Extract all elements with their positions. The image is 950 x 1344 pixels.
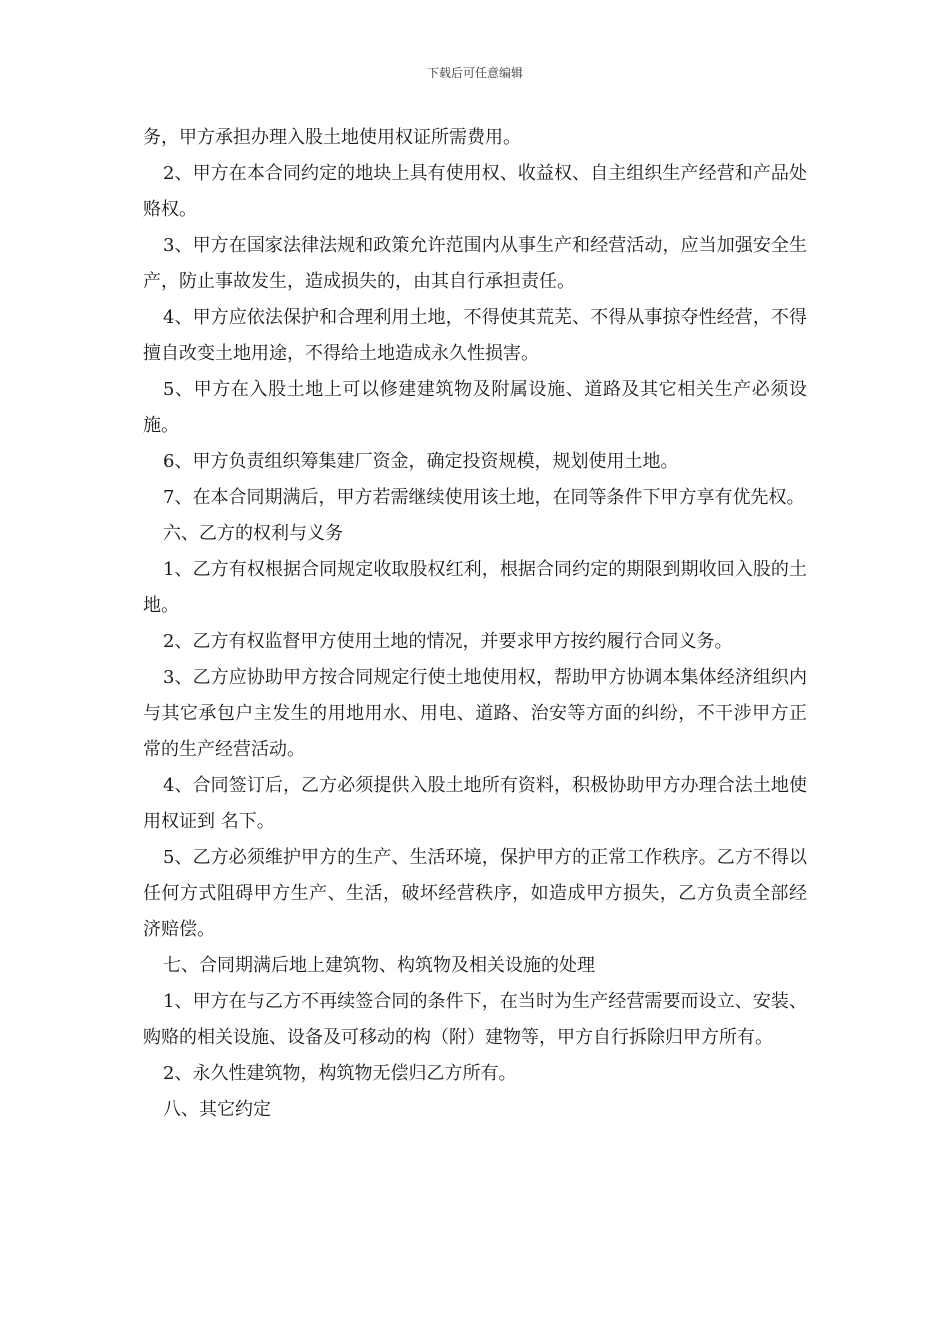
paragraph: 务，甲方承担办理入股土地使用权证所需费用。 (143, 127, 521, 148)
paragraph: 1、乙方有权根据合同规定收取股权红利，根据合同约定的期限到期收回入股的土地。 (143, 559, 807, 616)
page-header: 下载后可任意编辑 (426, 66, 523, 80)
paragraph: 6、甲方负责组织筹集建厂资金，确定投资规模，规划使用土地。 (163, 451, 679, 472)
paragraph: 4、甲方应依法保护和合理利用土地，不得使其荒芜、不得从事掠夺性经营，不得擅自改变土地用途，不得给土地造成永久性损害。 (143, 307, 807, 364)
paragraph: 4、合同签订后，乙方必须提供入股土地所有资料，积极协助甲方办理合法土地使用权证到 名下。 (143, 775, 807, 832)
paragraph: 3、甲方在国家法律法规和政策允许范围内从事生产和经营活动，应当加强安全生产，防止事故发生，造成损失的，由其自行承担责任。 (143, 235, 807, 292)
paragraph: 7、在本合同期满后，甲方若需继续使用该土地，在同等条件下甲方享有优先权。 (163, 487, 805, 508)
paragraph: 3、乙方应协助甲方按合同规定行使土地使用权，帮助甲方协调本集体经济组织内与其它承包户主发生的用地用水、用电、道路、治安等方面的纠纷，不干涉甲方正常的生产经营活动。 (143, 667, 807, 760)
paragraph: 1、甲方在与乙方不再续签合同的条件下，在当时为生产经营需要而设立、安装、购赂的相关设施、设备及可移动的构（附）建物等，甲方自行拆除归甲方所有。 (143, 991, 807, 1048)
paragraph: 5、甲方在入股土地上可以修建建筑物及附属设施、道路及其它相关生产必须设施。 (143, 379, 807, 436)
paragraph: 5、乙方必须维护甲方的生产、生活环境，保护甲方的正常工作秩序。乙方不得以任何方式阻碍甲方生产、生活，破坏经营秩序，如造成甲方损失，乙方负责全部经济赔偿。 (143, 847, 807, 940)
paragraph: 2、乙方有权监督甲方使用土地的情况，并要求甲方按约履行合同义务。 (163, 631, 733, 652)
document-body (143, 120, 807, 1128)
section-heading: 八、其它约定 (163, 1099, 271, 1120)
section-heading: 六、乙方的权利与义务 (163, 523, 343, 544)
section-heading: 七、合同期满后地上建筑物、构筑物及相关设施的处理 (163, 955, 595, 976)
paragraph: 2、永久性建筑物，构筑物无偿归乙方所有。 (163, 1063, 517, 1084)
paragraph: 2、甲方在本合同约定的地块上具有使用权、收益权、自主组织生产经营和产品处赂权。 (143, 163, 807, 220)
